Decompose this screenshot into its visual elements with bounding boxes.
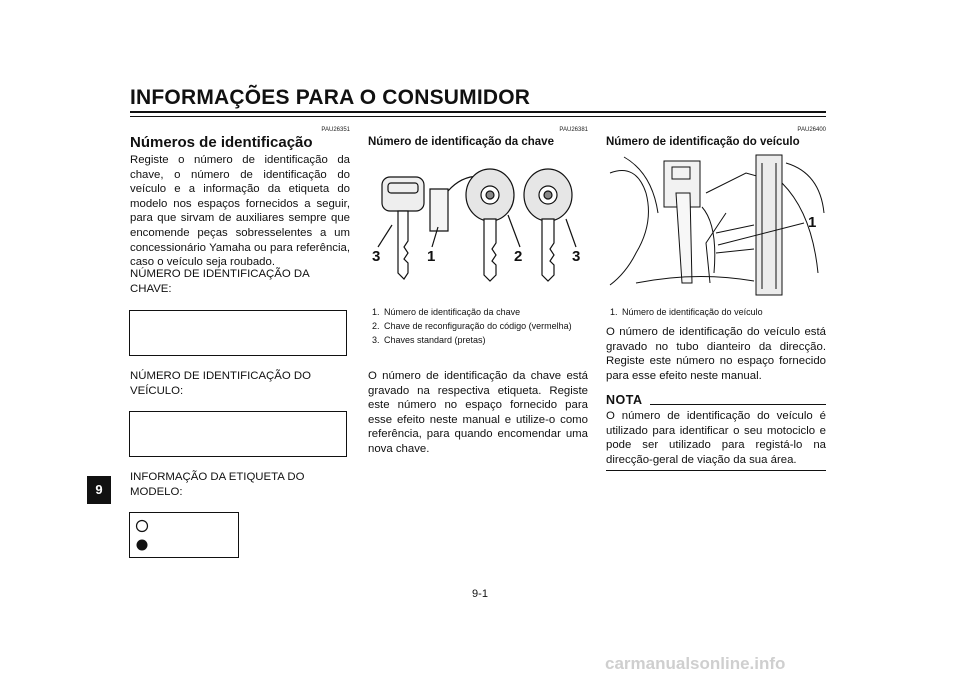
filled-circle-icon (137, 540, 148, 551)
key-paragraph: O número de identificação da chave está gravado na respectiva etiqueta. Registe este número no espaço fornecido para esse efeito neste manual e utilize-o como referência, para quando encomendar uma nova chave. (368, 370, 588, 455)
section-code: PAU26351 (321, 127, 350, 133)
section-title: Números de identificação (130, 134, 313, 151)
figure-label-1: 1 (427, 248, 436, 265)
chapter-tab: 9 (87, 476, 111, 504)
keys-illustration (368, 155, 588, 295)
note-body: O número de identificação do veículo é utilizado para identificar o seu motociclo e pode ser utilizado para registá-lo na direcção-geral de viação da sua área. (606, 410, 826, 466)
figure-label-2: 2 (514, 248, 523, 265)
model-label-label: INFORMAÇÃO DA ETIQUETA DO MODELO: (130, 471, 305, 498)
note-rule (650, 404, 826, 405)
vehicle-number-label: NÚMERO DE IDENTIFICAÇÃO DO VEÍCULO: (130, 370, 311, 397)
caption-item: 1. Número de identificação do veículo (610, 307, 763, 317)
section-title: Número de identificação da chave (368, 136, 554, 148)
header-rule-thin (130, 116, 826, 117)
section-code: PAU26381 (559, 127, 588, 133)
open-circle-icon (137, 521, 148, 532)
figure-captions (372, 306, 582, 346)
figure-captions (610, 306, 820, 318)
note-end-rule (606, 470, 826, 471)
section-code: PAU26400 (797, 127, 826, 133)
figure-label-3b: 3 (572, 248, 581, 265)
caption-item: 3. Chaves standard (pretas) (372, 335, 486, 345)
key-number-label: NÚMERO DE IDENTIFICAÇÃO DA CHAVE: (130, 268, 310, 295)
vehicle-illustration (606, 153, 826, 299)
figure-label-1: 1 (808, 214, 817, 231)
page-number: 9-1 (472, 588, 488, 600)
section-title: Número de identificação do veículo (606, 136, 800, 148)
caption-item: 1. Número de identificação da chave (372, 307, 521, 317)
key-number-box (129, 310, 347, 356)
figure-label-3: 3 (372, 248, 381, 265)
header-rule (130, 111, 826, 113)
caption-item: 2. Chave de reconfiguração do código (vermelha) (372, 321, 572, 331)
vehicle-paragraph: O número de identificação do veículo está gravado no tubo dianteiro da direcção. Registe este número no espaço fornecido para esse efeito neste manual. (606, 326, 826, 382)
note-title: NOTA (606, 393, 643, 407)
model-label-box (129, 512, 239, 558)
intro-paragraph: Registe o número de identificação da chave, o número de identificação do veículo e a informação da etiqueta do modelo nos espaços fornecidos a seguir, para que sirvam de auxiliares sempre que encomende peças sobresselentes a um concessionário Yamaha ou para referência, caso o veículo seja roubado. (130, 154, 350, 269)
page-title: INFORMAÇÕES PARA O CONSUMIDOR (130, 86, 531, 109)
vehicle-number-box (129, 411, 347, 457)
watermark: carmanualsonline.info (605, 654, 786, 673)
